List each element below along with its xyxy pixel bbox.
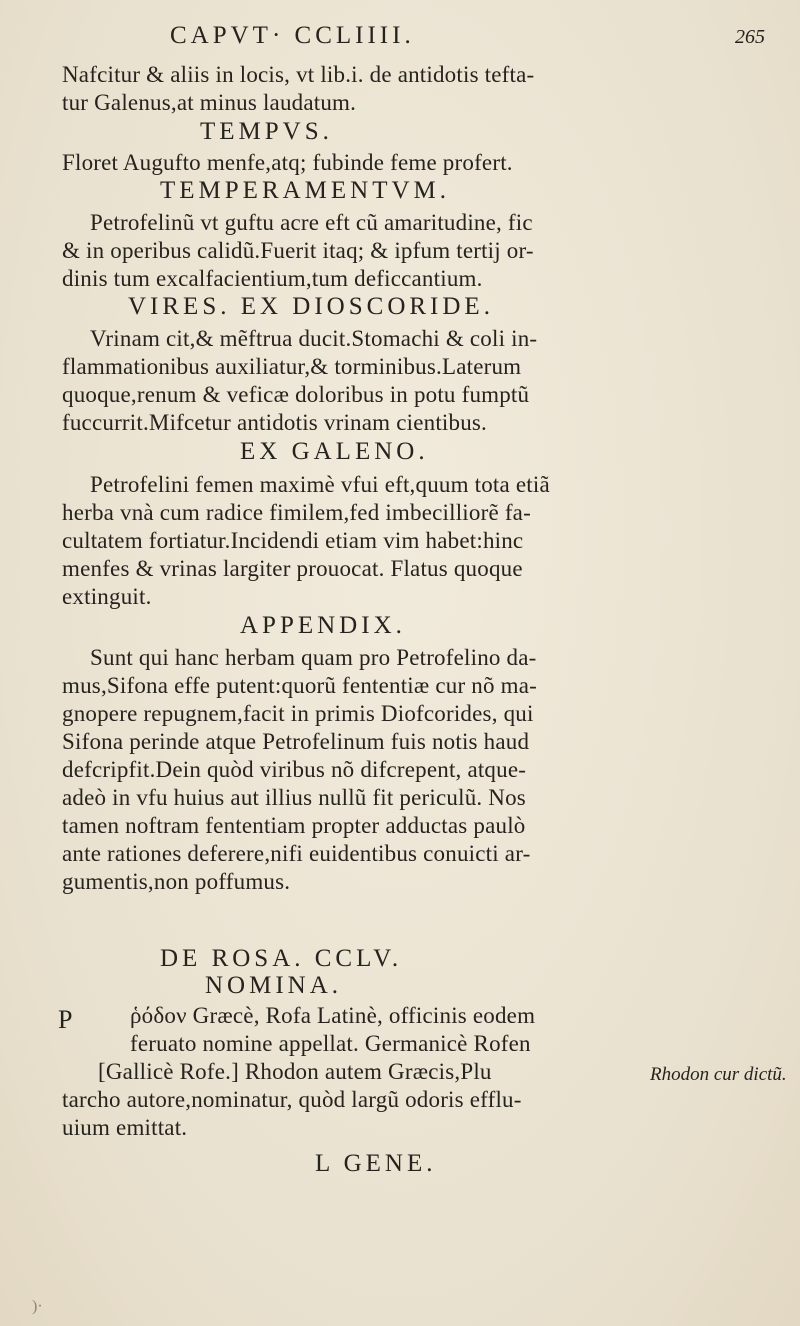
text-line: feruato nomine appellat. Germanicè Rofen <box>130 1031 531 1056</box>
text-line: cultatem fortiatur.Incidendi etiam vim habet:hinc <box>62 528 524 553</box>
text-line: tarcho autore,nominatur, quòd largũ odoris efflu- <box>62 1087 522 1112</box>
catchword: L GENE. <box>315 1150 437 1177</box>
section-heading: EX GALENO. <box>240 438 429 465</box>
text-line: Nafcitur & aliis in locis, vt lib.i. de antidotis tefta- <box>62 62 535 87</box>
marginal-note: Rhodon cur dictũ. <box>650 1064 787 1085</box>
section-heading: VIRES. EX DIOSCORIDE. <box>128 293 494 320</box>
paper-blemish: )· <box>32 1298 43 1315</box>
text-line: Sunt qui hanc herbam quam pro Petrofelino da- <box>90 645 537 670</box>
page-number: 265 <box>735 26 765 48</box>
section-heading: TEMPERAMENTVM. <box>160 177 451 204</box>
text-line: defcripfit.Dein quòd viribus nõ difcrepent, atque- <box>62 757 527 782</box>
text-line: gumentis,non poffumus. <box>62 869 291 894</box>
text-line: tamen noftram fententiam propter adductas paulò <box>62 813 526 838</box>
text-line: extinguit. <box>62 584 152 609</box>
text-line: adeò in vfu huius aut illius nullũ fit periculũ. Nos <box>62 785 526 810</box>
text-line: gnopere repugnem,facit in primis Diofcorides, qui <box>62 701 534 726</box>
text-line: dinis tum excalfacientium,tum deficcantium. <box>62 266 483 291</box>
running-head-title: CAPVT· CCLIIII. <box>170 22 415 49</box>
drop-cap: P <box>58 1005 73 1034</box>
text-line: Petrofelini femen maximè vfui eft,quum tota etiã <box>90 472 550 497</box>
text-line: flammationibus auxiliatur,& torminibus.Laterum <box>62 354 522 379</box>
text-line: [Gallicè Rofe.] Rhodon autem Græcis,Plu <box>98 1059 492 1084</box>
text-line: uium emittat. <box>62 1115 188 1140</box>
text-line: ῥόδον Græcè, Rofa Latinè, officinis eodem <box>130 1003 536 1028</box>
text-line: Vrinam cit,& mẽftrua ducit.Stomachi & coli in- <box>90 326 538 351</box>
section-heading: TEMPVS. <box>200 118 333 145</box>
text-line: menfes & vrinas largiter prouocat. Flatus quoque <box>62 556 523 581</box>
text-line: quoque,renum & veficæ doloribus in potu fumptũ <box>62 382 530 407</box>
chapter-heading: DE ROSA. CCLV. <box>160 945 403 972</box>
text-line: ante rationes deferere,nifi euidentibus conuicti ar- <box>62 841 531 866</box>
text-line: mus,Sifona effe putent:quorũ fententiæ cur nõ ma- <box>62 673 538 698</box>
text-line: Floret Augufto menfe,atq; fubinde feme profert. <box>62 150 513 175</box>
text-line: fuccurrit.Mifcetur antidotis vrinam cientibus. <box>62 410 487 435</box>
text-line: Petrofelinũ vt guftu acre eft cũ amaritudine, fic <box>90 210 533 235</box>
text-line: tur Galenus,at minus laudatum. <box>62 90 357 115</box>
section-heading: APPENDIX. <box>240 612 406 639</box>
section-heading: NOMINA. <box>205 972 343 999</box>
text-line: Sifona perinde atque Petrofelinum fuis notis haud <box>62 729 530 754</box>
text-line: herba vnà cum radice fimilem,fed imbecilliorẽ fa- <box>62 500 531 525</box>
text-line: & in operibus calidũ.Fuerit itaq; & ipfum tertij or- <box>62 238 534 263</box>
